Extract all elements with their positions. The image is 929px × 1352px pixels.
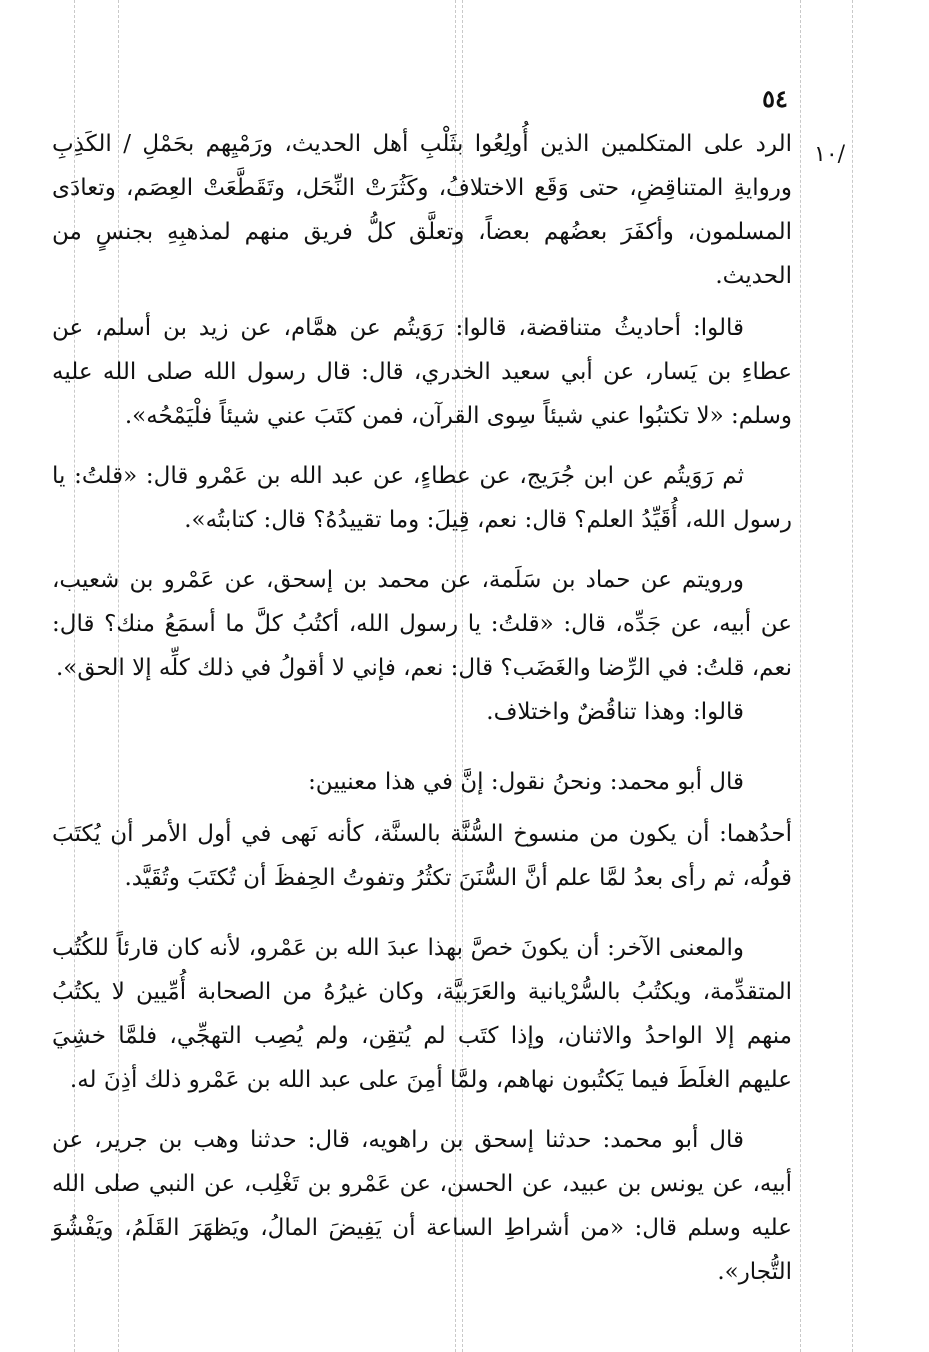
paragraph-hadith-ishaq: قال أبو محمد: حدثنا إسحق بن راهويه، قال: حدثنا وهب بن جرير، عن أبيه، عن يونس بن عبيد، عن الحسن، عن عَمْرو بن تَغْلِب، عن النبي صلى الله عليه وسلم قال: «من أشراطِ الساعة أن يَفِيضَ المالُ، ويَظهَرَ القَلَمُ، ويَفْشُوَ التُّجار». (52, 1127, 792, 1285)
paragraph-intro: الرد على المتكلمين الذين أُولِعُوا بثَلْبِ أهل الحديث، ورَمْيِهم بحَمْلِ / الكَذِبِ وروايةِ المتناقِضِ، حتى وَقَع الاختلافُ، وكَثُرَتْ النِّحَل، وتَقَطَّعَتْ العِصَم، وتعادَى المسلمون، وأكفَرَ بعضُهم بعضاً، وتعلَّق كلُّ فريق منهم لمذهبِهِ بجنسٍ من الحديث. (52, 131, 792, 289)
scan-guide-line (852, 0, 853, 1352)
margin-page-reference: ١٠/ (814, 142, 846, 167)
paragraph-contradiction-claim: قالوا: وهذا تناقُضٌ واختلاف. (486, 699, 744, 725)
paragraph-hadith-hammad: ورويتم عن حماد بن سَلَمة، عن محمد بن إسحق، عن عَمْرو بن شعيب، عن أبيه، عن جَدِّه، قال: «قلتُ: يا رسول الله، أكتُبُ كلَّ ما أسمَعُ منك؟ قال: نعم، قلتُ: في الرِّضا والغَضَب؟ قال: نعم، فإني لا أقولُ في ذلك كلِّه إلا الحق». (52, 567, 792, 681)
page-body (52, 122, 792, 1294)
scan-guide-line (800, 0, 801, 1352)
paragraph-second-meaning: والمعنى الآخر: أن يكونَ خصَّ بهذا عبدَ الله بن عَمْرو، لأنه كان قارئاً للكُتُب المتقدِّمة، ويكتُبُ بالسُّرْيانية والعَرَبيَّة، وكان غيرُهُ من الصحابة أُمِّيين لا يكتُبُ منهم إلا الواحدُ والاثنان، وإذا كتَب لم يُتقِن، ولم يُصِب التهجِّي، فلمَّا خشِيَ عليهم الغلَطَ فيما يَكتُبون نهاهم، ولمَّا أمِنَ على عبد الله بن عَمْرو ذلك أذِنَ له. (52, 935, 792, 1093)
page-number: ٥٤ (762, 84, 788, 113)
paragraph-hadith-ibn-jurayj: ثم رَوَيتُم عن ابن جُرَيج، عن عطاءٍ، عن عبد الله بن عَمْرو قال: «قلتُ: يا رسول الله، أُقَيِّدُ العلم؟ قال: نعم، قِيلَ: وما تقييدُهُ؟ قال: كتابتُه». (52, 463, 792, 533)
paragraph-first-meaning: أحدُهما: أن يكون من منسوخ السُّنَّة بالسنَّة، كأنه نَهى في أول الأمر أن يُكتَبَ قولُه، ثم رأى بعدُ لمَّا علم أنَّ السُّنَنَ تكثُرُ وتفوتُ الحِفظَ أن تُكتَبَ وتُقَيَّد. (52, 821, 792, 891)
paragraph-abu-muhammad-reply: قال أبو محمد: ونحنُ نقول: إنَّ في هذا معنيين: (308, 769, 744, 795)
paragraph-hadith-hammam: قالوا: أحاديثُ متناقضة، قالوا: رَوَيتُم عن همَّام، عن زيد بن أسلم، عن عطاءِ بن يَسار، عن أبي سعيد الخدري، قال: قال رسول الله صلى الله عليه وسلم: «لا تكتبُوا عني شيئاً سِوى القرآن، فمن كتَبَ عني شيئاً فلْيَمْحُه». (52, 315, 792, 429)
